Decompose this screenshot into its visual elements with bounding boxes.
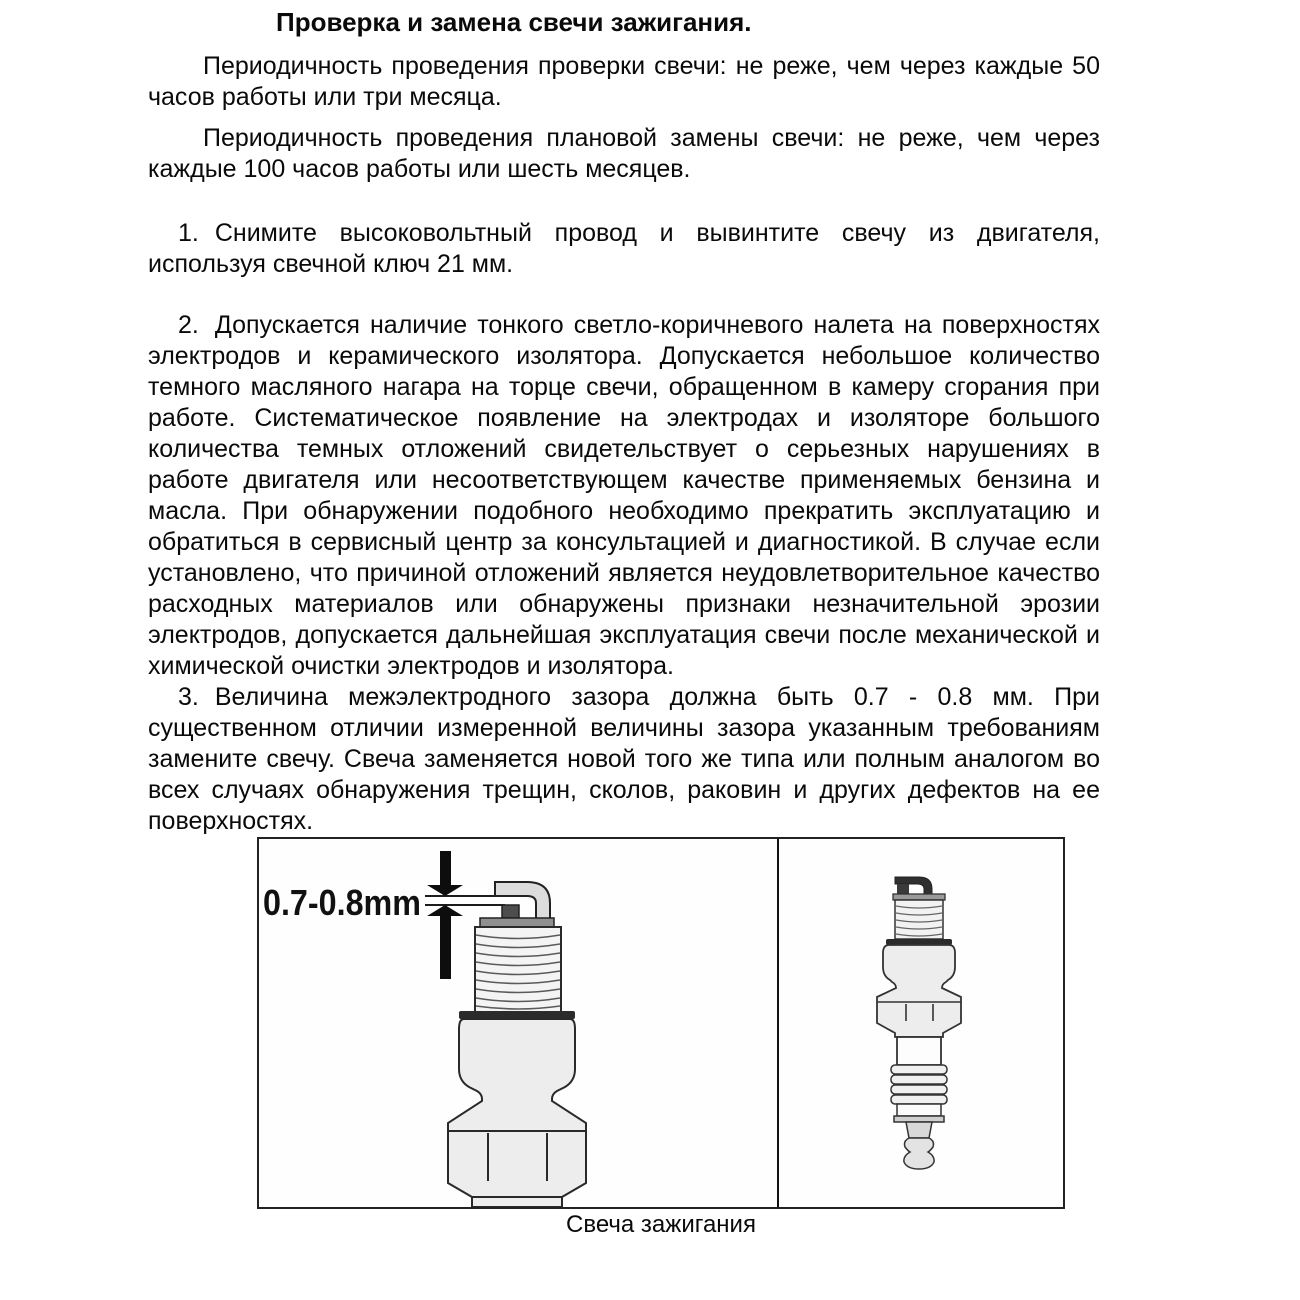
terminal-stud bbox=[906, 1122, 932, 1138]
gap-arrow-down-icon bbox=[427, 851, 463, 896]
numbered-item-1 bbox=[148, 218, 1100, 280]
gap-dimension-lines bbox=[425, 896, 505, 905]
item-2-number: 2. bbox=[178, 311, 199, 339]
spark-plug-gap-diagram bbox=[259, 839, 777, 1207]
insulator-neck bbox=[897, 1104, 941, 1116]
thread-section-small bbox=[895, 900, 943, 939]
plug-crown-small bbox=[893, 894, 945, 900]
insulator-column bbox=[897, 1037, 941, 1065]
plug-crown bbox=[480, 918, 554, 927]
figure-frame bbox=[257, 837, 1065, 1209]
figure-caption: Свеча зажигания bbox=[566, 1211, 756, 1238]
numbered-item-2 bbox=[148, 310, 1100, 682]
item-3-text: Величина межэлектродного зазора должна быть 0.7 - 0.8 мм. При существенном отличии измеренной величины зазора указанным требованиям замените свечу. Свеча заменяется новой того же типа или полным аналогом во всех случаях обнаружения трещин, сколов, раковин и других дефектов на ее поверхностях. bbox=[148, 683, 1100, 835]
spark-plug-figure bbox=[257, 837, 1065, 1239]
plug-body-shell bbox=[448, 1019, 586, 1207]
thread-section bbox=[475, 927, 561, 1013]
paragraph-check-interval: Периодичность проведения проверки свечи: не реже, чем через каждые 50 часов работы или три месяца. bbox=[148, 52, 1100, 111]
gap-dimension-label: 0.7-0.8mm bbox=[263, 882, 421, 923]
gasket-washer bbox=[459, 1011, 575, 1019]
terminal-cap bbox=[894, 1116, 944, 1122]
document-page bbox=[148, 6, 1100, 1239]
spark-plug-full-diagram bbox=[779, 839, 1063, 1207]
item-2-text: Допускается наличие тонкого светло-коричневого налета на поверхностях электродов и керамического изолятора. Допускается небольшое количество темного масляного нагара на торце свечи, обращенном в камеру сгорания при работе. Систематическое появление на электродах и изоляторе большого количества темных отложений свидетельствует о серьезных нарушениях в работе двигателя или несоответствующем качестве применяемых бензина и масла. При обнаружении подобного необходимо прекратить эксплуатацию и обратиться в сервисный центр за консультацией и диагностикой. В случае если установлено, что причиной отложений является неудовлетворительное качество расходных материалов или обнаружены признаки незначительной эрозии электродов, допускается дальнейшая эксплуатация свечи после механической и химической очистки электродов и изолятора. bbox=[148, 311, 1100, 680]
numbered-item-3 bbox=[148, 682, 1100, 837]
plug-body-shell-small bbox=[877, 945, 961, 1037]
item-1-text: Снимите высоковольтный провод и вывинтите свечу из двигателя, используя свечной ключ 21 мм. bbox=[148, 219, 1100, 278]
figure-panel-gap-closeup bbox=[259, 839, 779, 1207]
figure-panel-full-plug bbox=[779, 839, 1063, 1207]
gap-arrow-up-icon bbox=[427, 905, 463, 979]
gasket-washer-small bbox=[886, 939, 952, 945]
item-1-number: 1. bbox=[178, 219, 199, 247]
paragraph-replace-interval: Периодичность проведения плановой замены свечи: не реже, чем через каждые 100 часов работы или шесть месяцев. bbox=[148, 124, 1100, 183]
insulator-ribs bbox=[891, 1065, 947, 1104]
page-title: Проверка и замена свечи зажигания. bbox=[276, 7, 752, 37]
item-3-number: 3. bbox=[178, 683, 199, 711]
center-electrode bbox=[502, 905, 519, 918]
terminal-knob bbox=[904, 1138, 934, 1169]
